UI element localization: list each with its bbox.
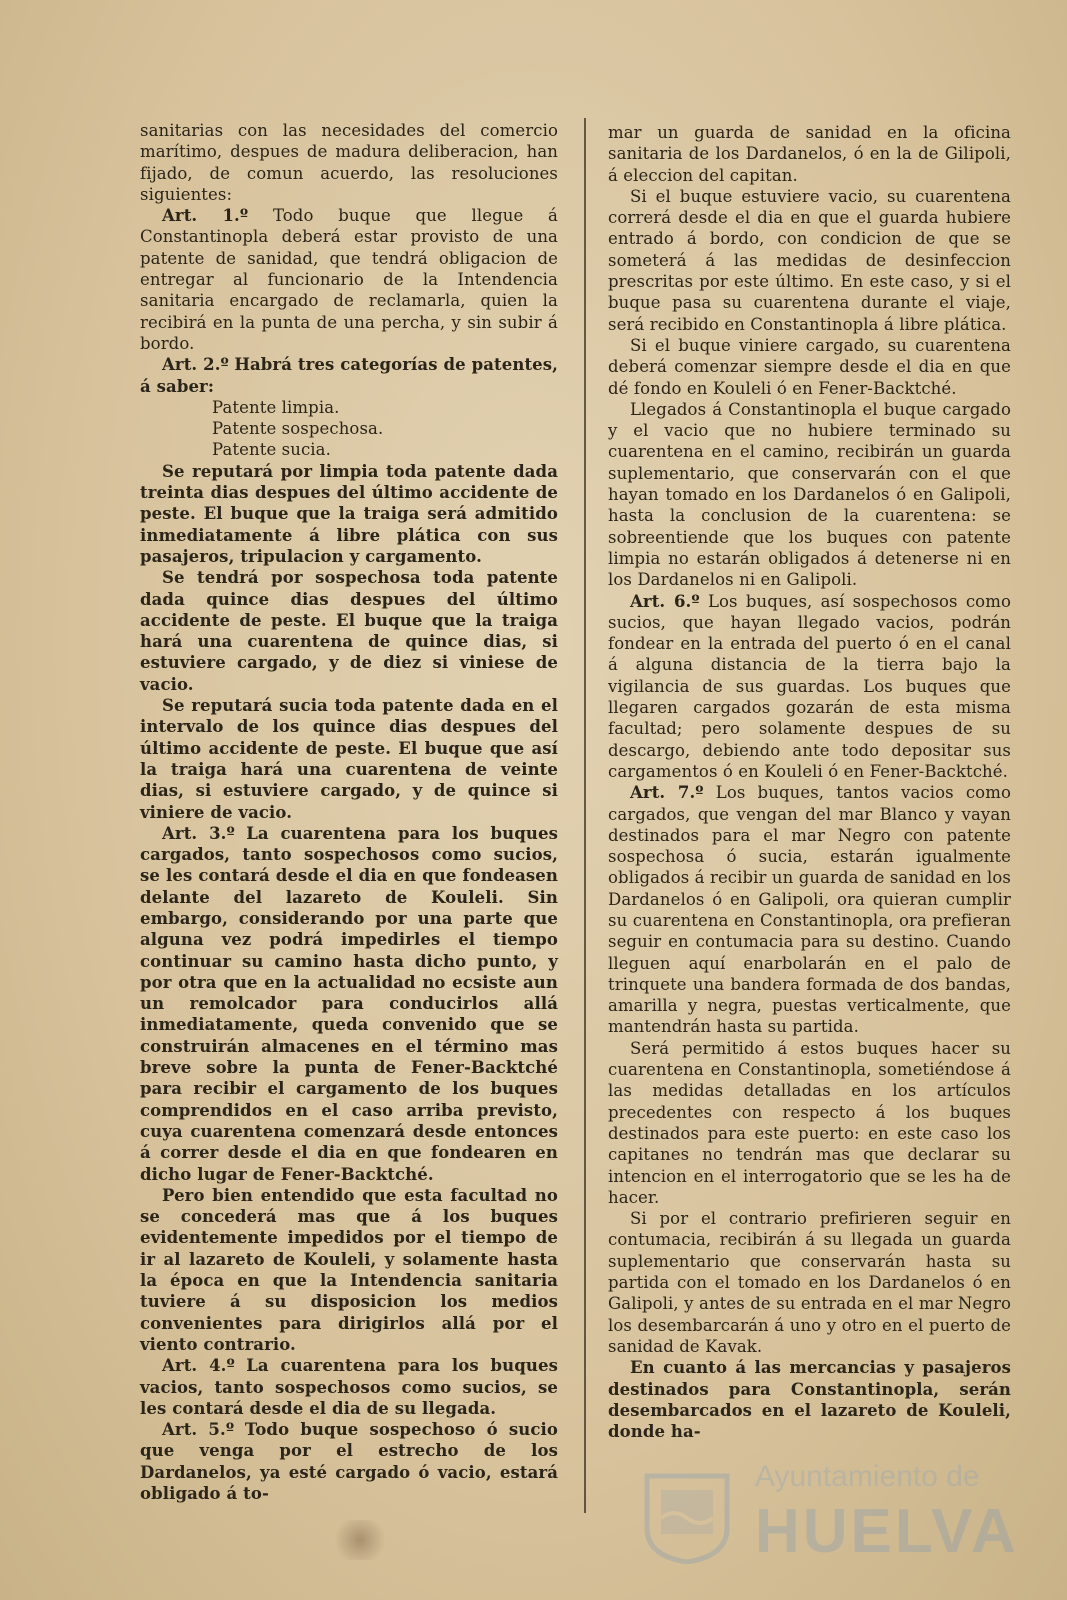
paragraph: Será permitido á estos buques hacer su cuarentena en Constantinopla, sometiéndose á las medidas detalladas en los artículos precedentes con respecto á los buques destinados para este puerto: en este caso los capitanes no tendrán mas que declarar su intencion en el interrogatorio que se les ha de hacer.: [608, 1038, 1011, 1207]
article-text: Todo buque sospechoso ó sucio que venga por el estrecho de los Dardanelos, ya esté cargado ó vacio, estará obligado á to-: [140, 1420, 558, 1503]
patent-category: Patente limpia.: [212, 397, 340, 417]
left-column: [140, 120, 558, 1504]
paper-stain: [330, 1520, 390, 1560]
article-label: Art. 5.º: [162, 1420, 235, 1440]
column-divider: [584, 118, 586, 1513]
patent-category: Patente sucia.: [212, 440, 331, 460]
paragraph: Se reputará sucia toda patente dada en el intervalo de los quince dias despues del último accidente de peste. El buque que así la traiga hará una cuarentena de veinte dias, si estuviere cargado, y de quince si viniere de vacio.: [140, 696, 558, 822]
article-5: [140, 1419, 558, 1504]
article-4: [140, 1355, 558, 1419]
paragraph: mar un guarda de sanidad en la oficina sanitaria de los Dardanelos, ó en la de Gilipoli, á eleccion del capitan.: [608, 123, 1011, 185]
paragraph: Si por el contrario prefirieren seguir en contumacia, recibirán á su llegada un guarda suplementario que conservarán hasta su partida con el tomado en los Dardanelos ó en Galipoli, y antes de su entrada en el mar Negro los desembarcarán á uno y otro en el puerto de sanidad de Kavak.: [608, 1209, 1011, 1356]
article-label: Art. 1.º: [162, 206, 249, 226]
article-text: Los buques, tantos vacios como cargados, que vengan del mar Blanco y vayan destinados para el mar Negro con patente sospechosa ó sucia, estarán igualmente obligados á recibir un guarda de sanidad en los Dardanelos ó en Galipoli, ora quieran cumplir su cuarentena en Constantinopla, ora prefieran seguir en contumacia para su destino. Cuando lleguen aquí enarbolarán en el palo de trinquete una bandera formada de dos bandas, amarilla y negra, puestas verticalmente, que mantendrán hasta su partida.: [608, 783, 1011, 1037]
article-label: Art. 2.º: [162, 355, 229, 375]
watermark-subtitle: Ayuntamiento de: [755, 1460, 980, 1493]
watermark: [637, 1460, 1019, 1570]
watermark-title: HUELVA: [755, 1497, 1019, 1566]
article-3: [140, 823, 558, 1185]
article-text: Los buques, así sospechosos como sucios, que hayan llegado vacios, podrán fondear en la entrada del puerto ó en el canal á alguna distancia de la tierra bajo la vigilancia de sus guardas. Los buques que llegaren cargados gozarán de esta misma facultad; pero solamente despues de su descargo, debiendo ante todo depositar sus cargamentos ó en Kouleli ó en Fener-Backtché.: [608, 591, 1011, 781]
paragraph: sanitarias con las necesidades del comercio marítimo, despues de madura deliberacion, han fijado, de comun acuerdo, las resoluciones siguientes:: [140, 121, 558, 204]
article-text: La cuarentena para los buques vacios, tanto sospechosos como sucios, se les contará desde el dia de su llegada.: [140, 1356, 558, 1418]
paragraph: Llegados á Constantinopla el buque cargado y el vacio que no hubiere terminado su cuarentena en el camino, recibirán un guarda suplementario, que conservarán con el que hayan tomado en los Dardanelos ó en Galipoli, hasta la conclusion de la cuarentena: se sobreentiende que los buques con patente limpia no estarán obligados á detenerse ni en los Dardanelos ni en Galipoli.: [608, 399, 1011, 590]
article-text: La cuarentena para los buques cargados, tanto sospechosos como sucios, se les contará desde el dia en que fondeasen delante del lazareto de Kouleli. Sin embargo, considerando por una parte que alguna vez podrá impedirles el tiempo continuar su camino hasta dicho punto, y por otra que en la actualidad no ecsiste aun un remolcador para conducirlos allá inmediatamente, queda convenido que se construirán almacenes en el término mas breve sobre la punta de Fener-Backtché para recibir el cargamento de los buques comprendidos en el caso arriba previsto, cuya cuarentena comenzará desde entonces á correr desde el dia en que fondearen en dicho lugar de Fener-Backtché.: [140, 823, 558, 1184]
article-label: Art. 6.º: [630, 591, 700, 611]
paragraph: Pero bien entendido que esta facultad no se concederá mas que á los buques evidentemente impedidos por el tiempo de ir al lazareto de Kouleli, y solamente hasta la época en que la Intendencia sanitaria tuviere á su disposicion los medios convenientes para dirigirlos allá por el viento contrario.: [140, 1185, 558, 1354]
article-label: Art. 4.º: [162, 1356, 235, 1376]
article-1: [140, 205, 558, 354]
article-label: Art. 7.º: [630, 783, 704, 803]
paragraph: Si el buque viniere cargado, su cuarentena deberá comenzar siempre desde el dia en que dé fondo en Kouleli ó en Fener-Backtché.: [608, 335, 1011, 398]
coat-of-arms-icon: [637, 1468, 737, 1564]
article-label: Art. 3.º: [162, 823, 235, 843]
paragraph: Se reputará por limpia toda patente dada treinta dias despues del último accidente de peste. El buque que la traiga será admitido inmediatamente á libre plática con sus pasajeros, tripulacion y cargamento.: [140, 461, 558, 566]
right-column: [608, 122, 1011, 1442]
article-2: [140, 354, 558, 397]
article-7: [608, 782, 1011, 1038]
article-text: Todo buque que llegue á Constantinopla deberá estar provisto de una patente de sanidad, que tendrá obligacion de entregar al funcionario de la Intendencia sanitaria encargado de reclamarla, quien la recibirá en la punta de una percha, y sin subir á bordo.: [140, 206, 558, 353]
article-text: Habrá tres categorías de patentes, á saber:: [140, 355, 558, 396]
paragraph: Si el buque estuviere vacio, su cuarentena correrá desde el dia en que el guarda hubiere entrado á bordo, con condicion de que se someterá á las medidas de desinfeccion prescritas por este último. En este caso, y si el buque pasa su cuarentena durante el viaje, será recibido en Constantinopla á libre plática.: [608, 186, 1011, 334]
patent-category: Patente sospechosa.: [212, 419, 384, 439]
article-6: [608, 591, 1011, 783]
paragraph: En cuanto á las mercancias y pasajeros destinados para Constantinopla, serán desembarcados en el lazareto de Kouleli, donde ha-: [608, 1358, 1011, 1442]
paragraph: Se tendrá por sospechosa toda patente dada quince dias despues del último accidente de peste. El buque que la traiga hará una cuarentena de quince dias, si estuviere cargado, y de diez si viniese de vacio.: [140, 568, 558, 694]
